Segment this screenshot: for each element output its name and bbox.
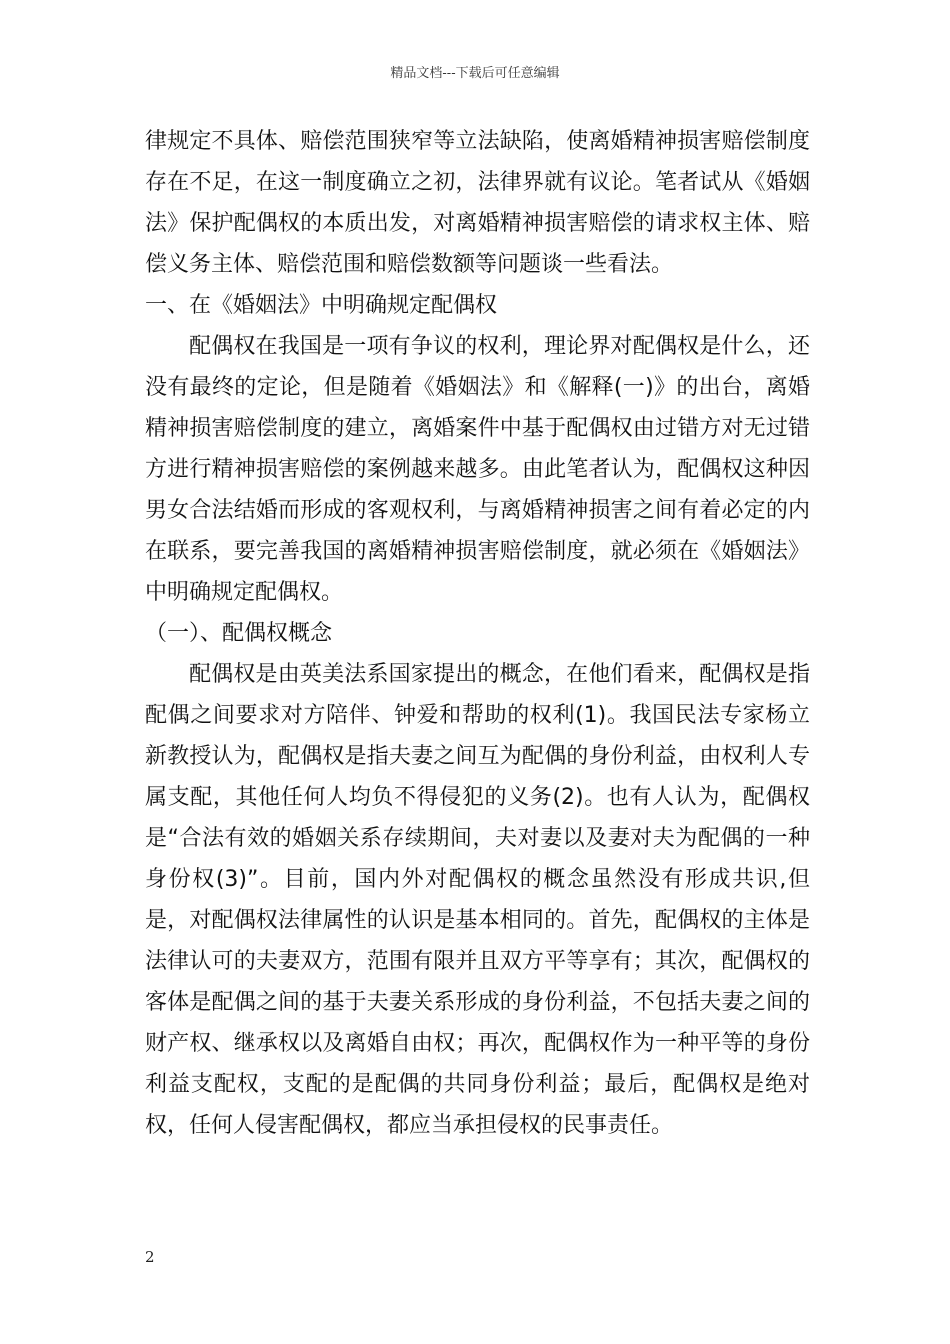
page-header: 精品文档---下载后可任意编辑 — [390, 66, 560, 81]
paragraph-spousal-right-concept: 配偶权是由英美法系国家提出的概念，在他们看来，配偶权是指配偶之间要求对方陪伴、钟爱和帮助的权利(1)。我国民法专家杨立新教授认为，配偶权是指夫妻之间互为配偶的身份利益，由权利人专属支配，其他任何人均负不得侵犯的义务(2)。也有人认为，配偶权是“合法有效的婚姻关系存续期间，夫对妻以及妻对夫为配偶的一种身份权(3)”。目前，国内外对配偶权的概念虽然没有形成共识,但是，对配偶权法律属性的认识是基本相同的。首先，配偶权的主体是法律认可的夫妻双方，范围有限并且双方平等享有；其次，配偶权的客体是配偶之间的基于夫妻关系形成的身份利益，不包括夫妻之间的财产权、继承权以及离婚自由权；再次，配偶权作为一种平等的身份利益支配权，支配的是配偶的共同身份利益；最后，配偶权是绝对权，任何人侵害配偶权，都应当承担侵权的民事责任。 — [145, 662, 810, 1138]
subsection-heading: （一）、配偶权概念 — [145, 621, 333, 646]
section-heading: 一、在《婚姻法》中明确规定配偶权 — [145, 293, 498, 318]
document-body — [145, 121, 810, 1146]
paragraph-continuation: 律规定不具体、赔偿范围狭窄等立法缺陷，使离婚精神损害赔偿制度存在不足，在这一制度确立之初，法律界就有议论。笔者试从《婚姻法》保护配偶权的本质出发，对离婚精神损害赔偿的请求权主体、赔偿义务主体、赔偿范围和赔偿数额等问题谈一些看法。 — [145, 129, 810, 277]
page-number: 2 — [145, 1248, 155, 1266]
paragraph-spousal-right-debate: 配偶权在我国是一项有争议的权利，理论界对配偶权是什么，还没有最终的定论，但是随着《婚姻法》和《解释(一)》的出台，离婚精神损害赔偿制度的建立，离婚案件中基于配偶权由过错方对无过错方进行精神损害赔偿的案例越来越多。由此笔者认为，配偶权这种因男女合法结婚而形成的客观权利，与离婚精神损害之间有着必定的内在联系，要完善我国的离婚精神损害赔偿制度，就必须在《婚姻法》中明确规定配偶权。 — [145, 334, 810, 605]
